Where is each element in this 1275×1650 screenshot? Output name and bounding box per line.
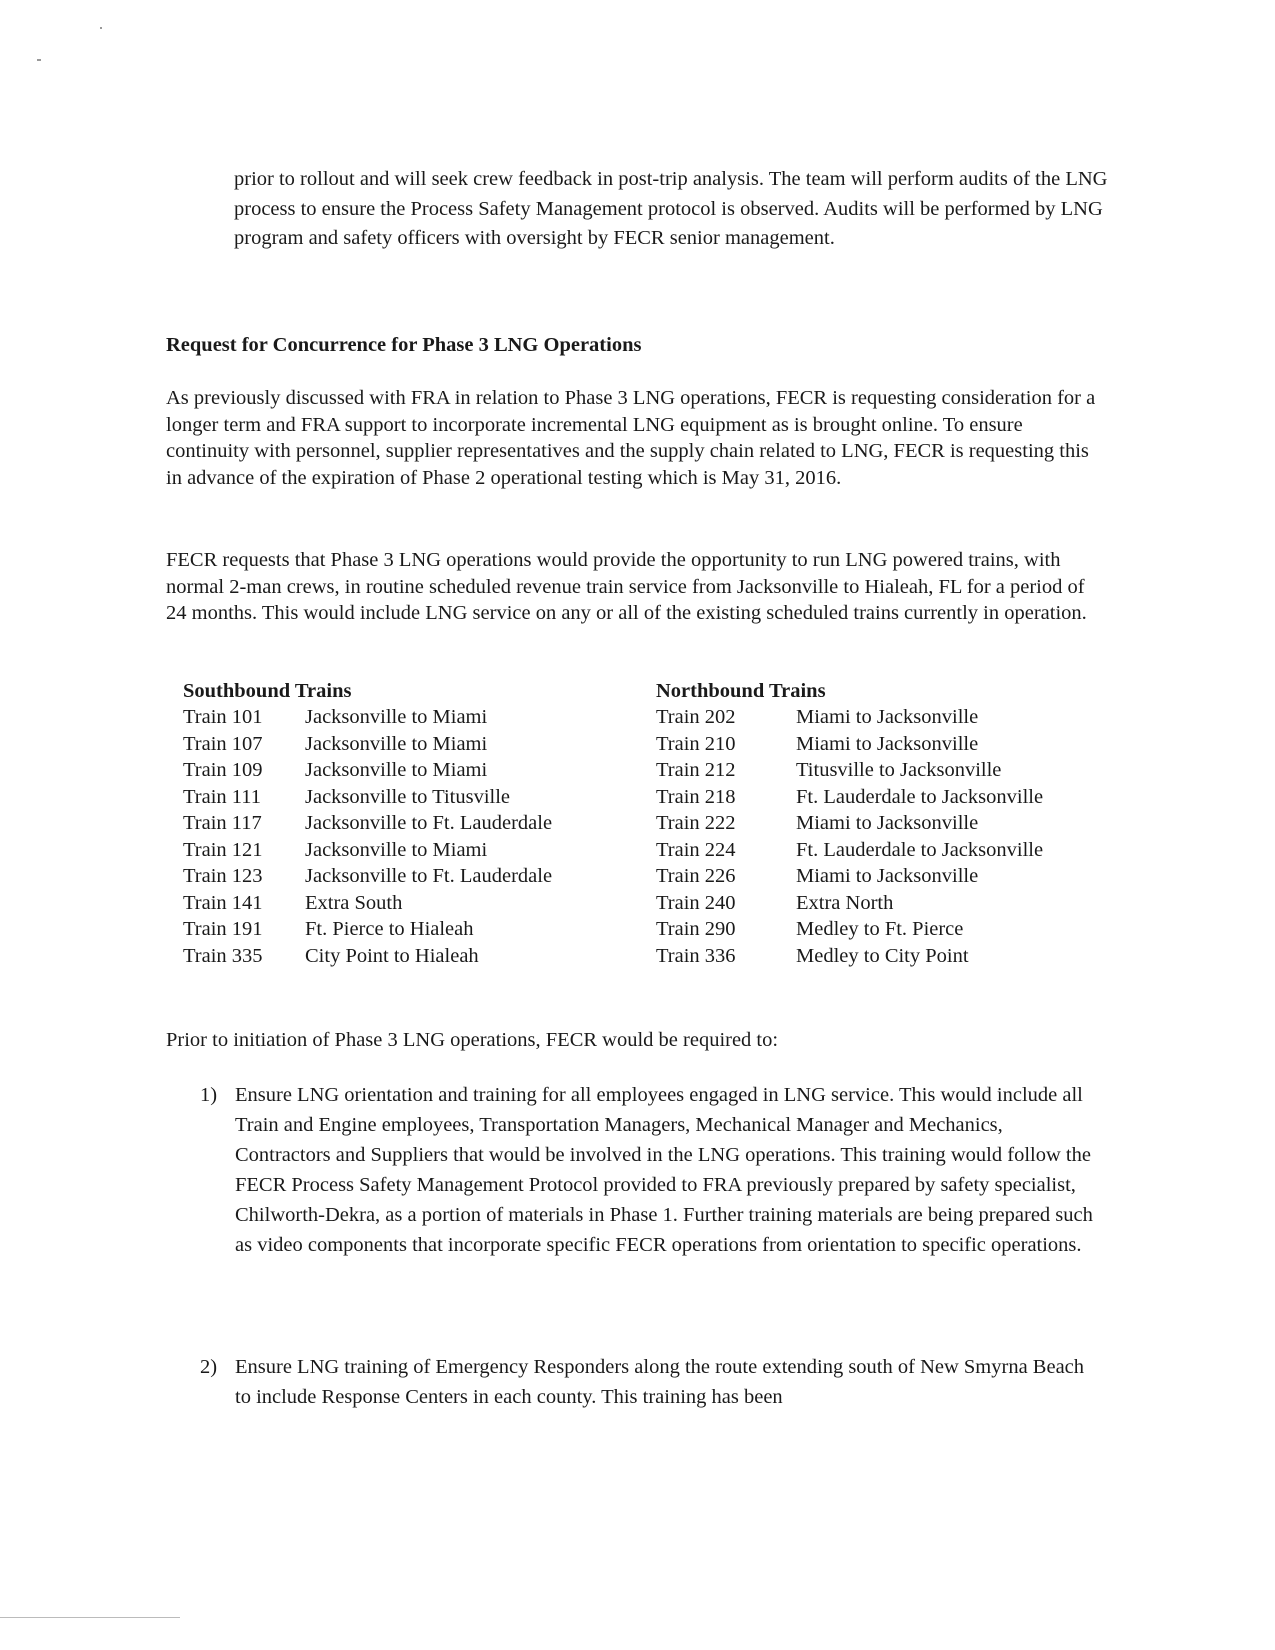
train-number: Train 212	[656, 759, 736, 781]
train-number: Train 335	[183, 944, 263, 967]
train-number: Train 240	[656, 891, 736, 914]
train-number: Train 222	[656, 812, 736, 834]
list-item-text: Ensure LNG orientation and training for all employees engaged in LNG service. This would include all Train and Engine employees, Transportation Managers, Mechanical Manager and Mechanics, Contractors and Suppliers that would be involved in the LNG operations. This training would follow the FECR Process Safety Management Protocol provided to FRA previously prepared by safety specialist, Chilworth-Dekra, as a portion of materials in Phase 1. Further training materials are being prepared such as video components that incorporate specific FECR operations from orientation to specific operations.	[235, 1084, 1093, 1256]
train-route: Jacksonville to Ft. Lauderdale	[305, 865, 553, 887]
table-row	[656, 943, 1043, 970]
train-route: Jacksonville to Miami	[305, 732, 488, 755]
train-number: Train 226	[656, 865, 736, 887]
train-route: Medley to Ft. Pierce	[796, 918, 964, 940]
train-route: Miami to Jacksonville	[796, 732, 979, 755]
table-row	[183, 863, 552, 890]
fecr-request-paragraph: FECR requests that Phase 3 LNG operations would provide the opportunity to run LNG powered trains, with normal 2-man crews, in routine scheduled revenue train service from Jacksonville to Hialeah, FL for a period of 24 months. This would include LNG service on any or all of the existing scheduled trains currently in operation.	[166, 549, 1087, 624]
train-route: Jacksonville to Miami	[305, 759, 488, 781]
table-row	[183, 810, 552, 837]
southbound-trains-table	[183, 678, 552, 969]
table-row	[656, 704, 1043, 731]
list-item	[200, 1352, 1100, 1412]
table-row	[656, 890, 1043, 917]
train-route: Titusville to Jacksonville	[796, 759, 1002, 781]
table-row	[656, 863, 1043, 890]
train-number: Train 336	[656, 944, 736, 967]
train-route: Ft. Lauderdale to Jacksonville	[796, 838, 1044, 861]
table-row	[656, 916, 1043, 943]
train-route: Jacksonville to Miami	[305, 838, 488, 861]
list-item-number: 2)	[200, 1356, 218, 1378]
train-route: Ft. Lauderdale to Jacksonville	[796, 785, 1044, 808]
train-number: Train 141	[183, 891, 263, 914]
northbound-title: Northbound Trains	[656, 680, 826, 702]
northbound-trains-table	[656, 678, 1043, 969]
train-number: Train 121	[183, 838, 263, 861]
table-row	[183, 943, 552, 970]
train-number: Train 101	[183, 706, 263, 728]
train-route: City Point to Hialeah	[305, 944, 479, 967]
table-row	[183, 890, 552, 917]
train-route: Medley to City Point	[796, 944, 969, 967]
intro-paragraph: prior to rollout and will seek crew feedback in post-trip analysis. The team will perform audits of the LNG process to ensure the Process Safety Management protocol is observed. Audits will be performed by LNG program and safety officers with oversight by FECR senior management.	[234, 168, 1108, 249]
train-number: Train 123	[183, 865, 263, 887]
train-number: Train 290	[656, 918, 736, 940]
list-item-number: 1)	[200, 1084, 218, 1106]
prior-requirements-paragraph: Prior to initiation of Phase 3 LNG operations, FECR would be required to:	[166, 1029, 779, 1051]
train-number: Train 107	[183, 732, 263, 755]
train-number: Train 202	[656, 706, 736, 728]
train-route: Jacksonville to Titusville	[305, 785, 511, 808]
train-number: Train 191	[183, 918, 263, 940]
train-number: Train 117	[183, 812, 262, 834]
train-route: Extra South	[305, 891, 403, 914]
table-row	[656, 757, 1043, 784]
train-route: Extra North	[796, 891, 894, 914]
train-route: Miami to Jacksonville	[796, 865, 979, 887]
table-row	[183, 837, 552, 864]
scan-artifact	[100, 27, 102, 29]
scan-artifact	[0, 1617, 180, 1618]
train-number: Train 218	[656, 785, 736, 808]
table-row	[656, 810, 1043, 837]
request-paragraph: As previously discussed with FRA in relation to Phase 3 LNG operations, FECR is requesting consideration for a longer term and FRA support to incorporate incremental LNG equipment as is brought online. To ensure continuity with personnel, supplier representatives and the supply chain related to LNG, FECR is requesting this in advance of the expiration of Phase 2 operational testing which is May 31, 2016.	[166, 387, 1096, 489]
train-route: Jacksonville to Ft. Lauderdale	[305, 812, 553, 834]
section-heading: Request for Concurrence for Phase 3 LNG Operations	[166, 334, 642, 356]
table-row	[656, 837, 1043, 864]
train-number: Train 210	[656, 732, 736, 755]
table-row	[183, 731, 552, 758]
list-item	[200, 1080, 1100, 1260]
list-item-text: Ensure LNG training of Emergency Responders along the route extending south of New Smyrna Beach to include Response Centers in each county. This training has been	[235, 1356, 1085, 1408]
scan-artifact	[37, 59, 41, 61]
train-number: Train 109	[183, 759, 263, 781]
table-row	[656, 731, 1043, 758]
train-route: Jacksonville to Miami	[305, 706, 488, 728]
table-row	[183, 757, 552, 784]
train-route: Miami to Jacksonville	[796, 706, 979, 728]
train-route: Ft. Pierce to Hialeah	[305, 918, 474, 940]
table-row	[656, 784, 1043, 811]
southbound-title: Southbound Trains	[183, 680, 352, 702]
table-row	[183, 916, 552, 943]
table-row	[183, 704, 552, 731]
table-row	[183, 784, 552, 811]
train-number: Train 224	[656, 838, 736, 861]
train-number: Train 111	[183, 785, 262, 808]
train-route: Miami to Jacksonville	[796, 812, 979, 834]
